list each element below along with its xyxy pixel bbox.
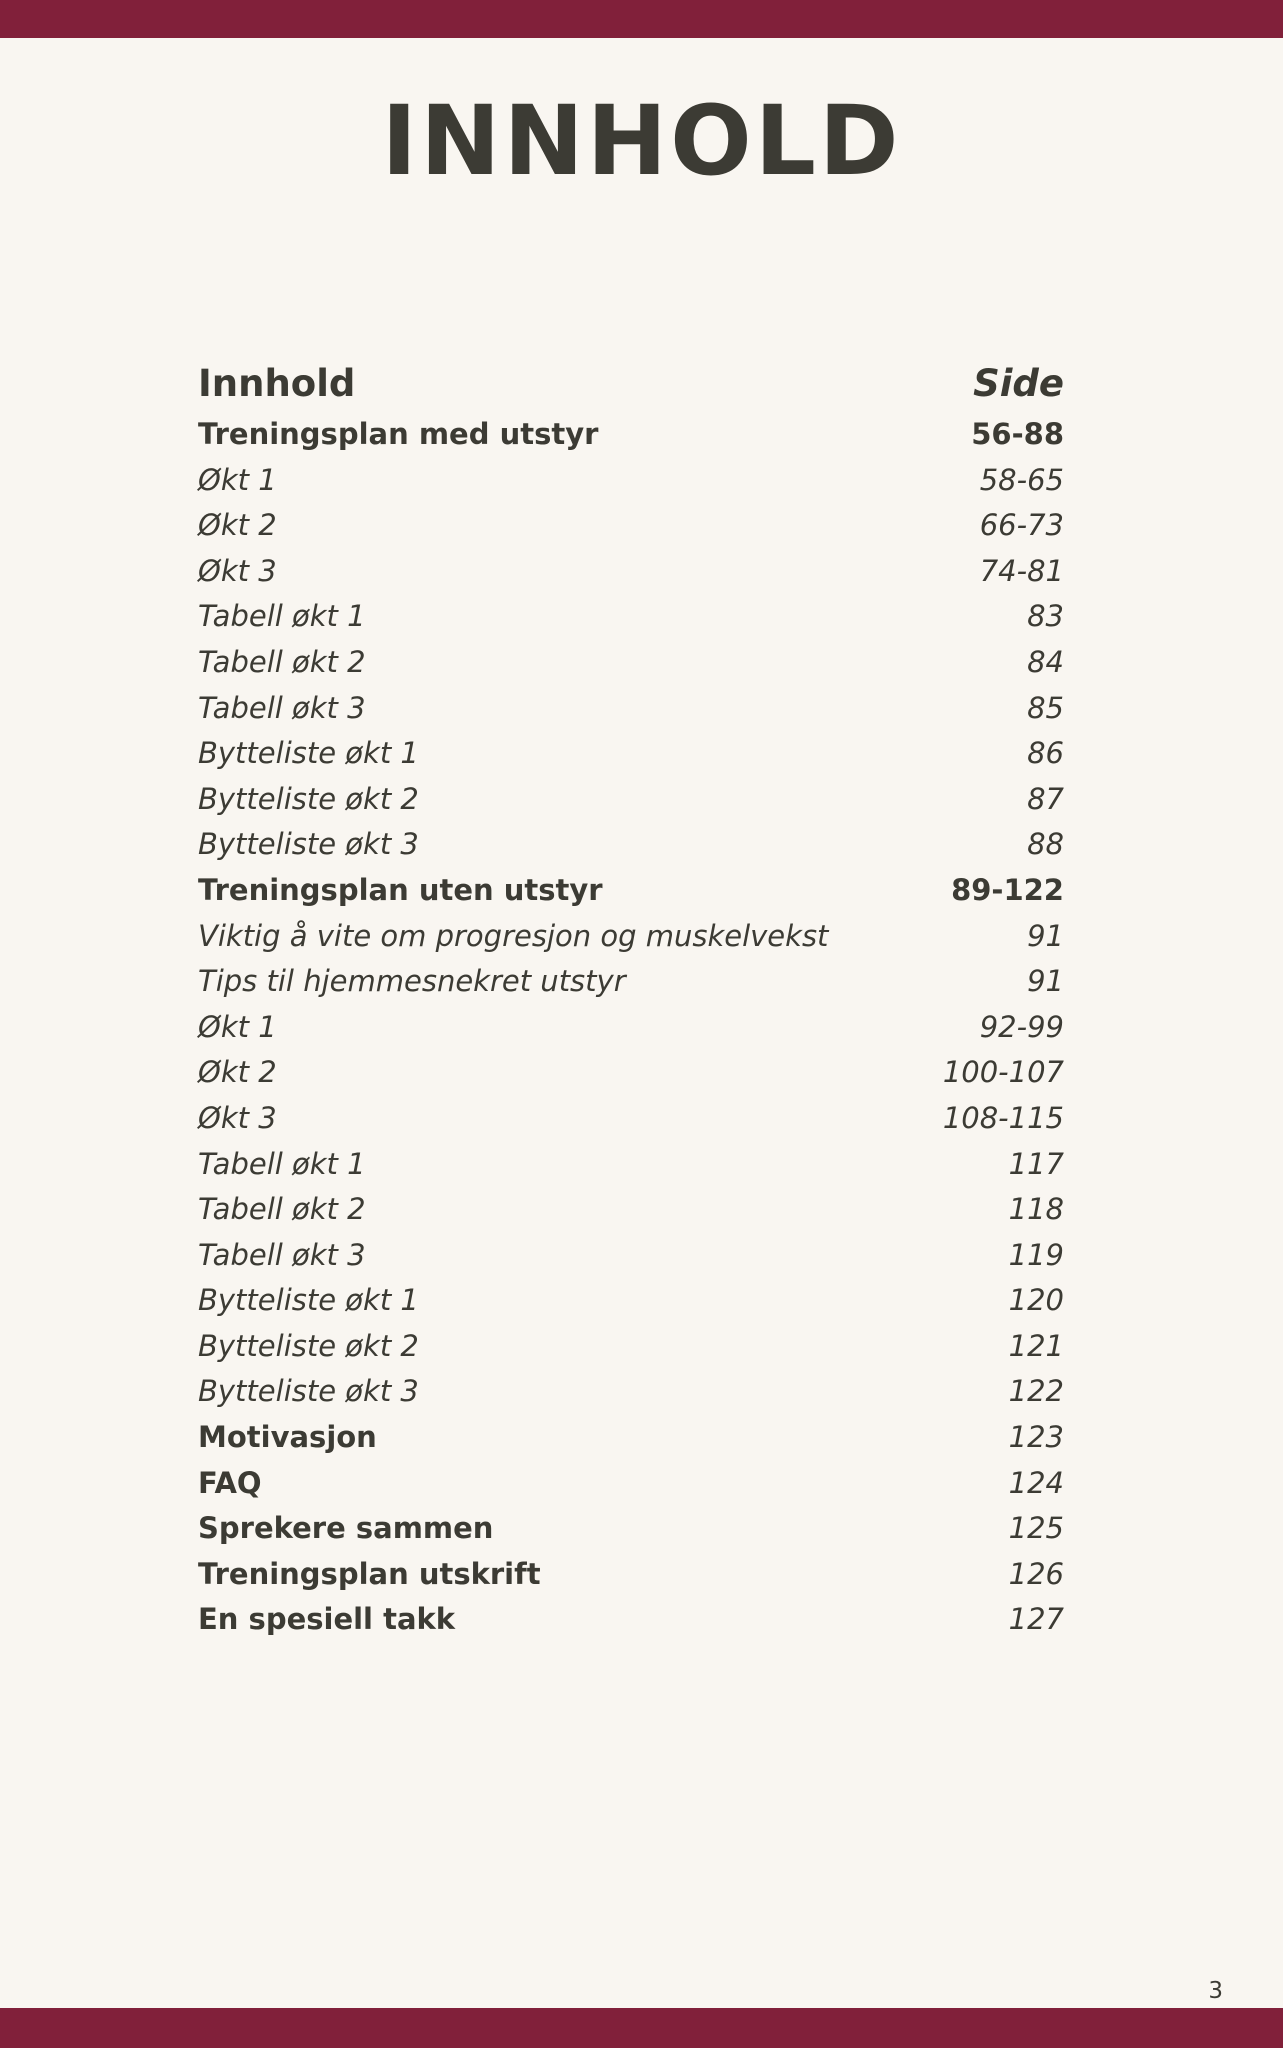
toc-rows <box>198 412 1064 1643</box>
toc-entry[interactable] <box>198 1415 1064 1461</box>
toc-entry-page: 87 <box>1027 781 1064 816</box>
toc-entry[interactable] <box>198 1369 1064 1415</box>
toc-entry[interactable] <box>198 1187 1064 1233</box>
toc-entry[interactable] <box>198 1233 1064 1279</box>
toc-entry-page: 84 <box>1027 644 1064 679</box>
toc-entry[interactable] <box>198 1552 1064 1598</box>
toc-entry-page: 83 <box>1027 599 1064 634</box>
toc-entry-label: FAQ <box>198 1465 262 1500</box>
toc-entry-label: Treningsplan med utstyr <box>198 417 599 451</box>
toc-entry-page: 89-122 <box>951 872 1064 907</box>
toc-entry-label: Bytteliste økt 3 <box>198 1374 419 1409</box>
toc-entry-page: 88 <box>1027 827 1064 862</box>
toc-entry-label: Økt 2 <box>198 508 277 543</box>
toc-entry-page: 86 <box>1027 736 1064 771</box>
toc-entry-label: Motivasjon <box>198 1420 377 1455</box>
toc-entry-label: Bytteliste økt 2 <box>198 781 419 816</box>
toc-entry-page: 117 <box>1008 1146 1064 1181</box>
toc-entry-page: 56-88 <box>971 417 1064 451</box>
toc-entry[interactable] <box>198 686 1064 732</box>
toc-entry-page: 108-115 <box>942 1100 1064 1135</box>
toc-entry-label: Bytteliste økt 2 <box>198 1328 419 1363</box>
toc-entry[interactable] <box>198 731 1064 777</box>
top-color-band <box>0 0 1283 38</box>
toc-entry[interactable] <box>198 594 1064 640</box>
toc-entry-page: 119 <box>1008 1237 1064 1272</box>
toc-entry-label: Tabell økt 2 <box>198 1192 366 1227</box>
toc-entry[interactable] <box>198 777 1064 823</box>
page-number: 3 <box>1208 1978 1223 2004</box>
toc-entry-page: 100-107 <box>942 1055 1064 1090</box>
toc-entry[interactable] <box>198 1506 1064 1552</box>
toc-entry-label: Bytteliste økt 1 <box>198 736 419 771</box>
toc-header <box>198 356 1064 412</box>
toc-entry-label: Sprekere sammen <box>198 1511 494 1546</box>
toc-entry[interactable] <box>198 914 1064 960</box>
toc-entry-label: Økt 1 <box>198 1009 277 1044</box>
toc-entry[interactable] <box>198 640 1064 686</box>
toc-entry-label: Økt 2 <box>198 1055 277 1090</box>
toc-header-label: Innhold <box>198 362 356 405</box>
toc-entry[interactable] <box>198 458 1064 504</box>
toc-entry[interactable] <box>198 1597 1064 1643</box>
toc-entry-label: Bytteliste økt 1 <box>198 1283 419 1318</box>
toc-entry-label: Tabell økt 2 <box>198 644 366 679</box>
toc-entry-label: Økt 3 <box>198 1100 277 1135</box>
page-title: INNHOLD <box>381 85 902 197</box>
toc-entry-page: 126 <box>1008 1556 1064 1591</box>
toc-entry[interactable] <box>198 412 1064 458</box>
toc-entry-label: En spesiell takk <box>198 1602 456 1637</box>
toc-entry-label: Treningsplan utskrift <box>198 1556 541 1591</box>
toc-entry[interactable] <box>198 959 1064 1005</box>
toc-entry-label: Tabell økt 1 <box>198 1146 366 1181</box>
toc-entry-page: 127 <box>1008 1602 1064 1637</box>
toc-entry-page: 58-65 <box>979 462 1064 497</box>
toc-entry-label: Økt 1 <box>198 462 277 497</box>
toc-entry[interactable] <box>198 1005 1064 1051</box>
toc-entry[interactable] <box>198 1050 1064 1096</box>
toc-entry-page: 124 <box>1008 1465 1064 1500</box>
toc-entry[interactable] <box>198 1324 1064 1370</box>
toc-entry[interactable] <box>198 1096 1064 1142</box>
toc-entry-page: 91 <box>1027 918 1064 953</box>
toc-entry-page: 125 <box>1008 1511 1064 1546</box>
toc-entry-page: 66-73 <box>979 508 1064 543</box>
toc-entry-page: 74-81 <box>979 553 1064 588</box>
toc-entry-label: Tips til hjemmesnekret utstyr <box>198 964 626 999</box>
toc-entry-label: Tabell økt 1 <box>198 599 366 634</box>
toc-entry[interactable] <box>198 1142 1064 1188</box>
toc-entry[interactable] <box>198 1278 1064 1324</box>
toc-entry-label: Treningsplan uten utstyr <box>198 872 603 907</box>
toc-entry-page: 122 <box>1008 1374 1064 1409</box>
toc-entry-page: 123 <box>1008 1420 1064 1455</box>
table-of-contents <box>198 356 1064 1643</box>
toc-entry-page: 121 <box>1008 1328 1064 1363</box>
toc-entry-label: Bytteliste økt 3 <box>198 827 419 862</box>
toc-entry[interactable] <box>198 822 1064 868</box>
toc-entry-page: 120 <box>1008 1283 1064 1318</box>
toc-header-page: Side <box>973 362 1064 405</box>
toc-entry[interactable] <box>198 1461 1064 1507</box>
toc-entry-label: Viktig å vite om progresjon og muskelvekst <box>198 918 829 953</box>
toc-entry-page: 91 <box>1027 964 1064 999</box>
toc-entry-page: 85 <box>1027 690 1064 725</box>
bottom-color-band <box>0 2008 1283 2048</box>
toc-entry[interactable] <box>198 503 1064 549</box>
toc-entry-page: 118 <box>1008 1192 1064 1227</box>
toc-entry[interactable] <box>198 868 1064 914</box>
toc-entry-label: Økt 3 <box>198 553 277 588</box>
toc-entry-label: Tabell økt 3 <box>198 690 366 725</box>
toc-entry-page: 92-99 <box>979 1009 1064 1044</box>
toc-entry-label: Tabell økt 3 <box>198 1237 366 1272</box>
toc-entry[interactable] <box>198 549 1064 595</box>
